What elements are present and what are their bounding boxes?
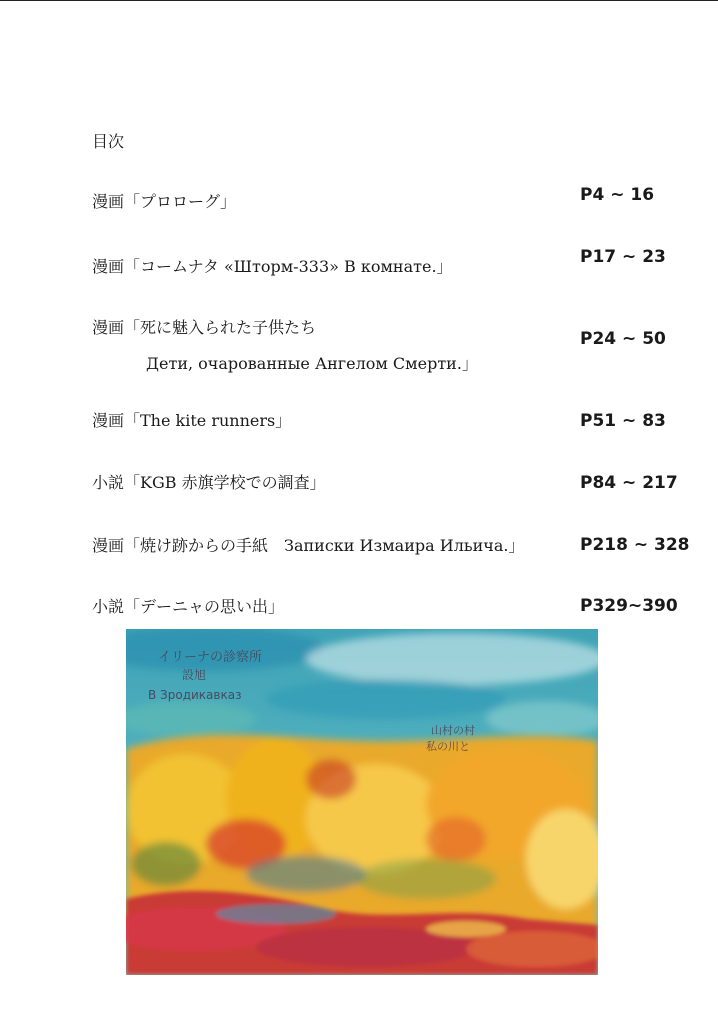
toc-entry-2-title: 漫画「コームナタ «Шторм-333» В комнате.」 — [92, 257, 453, 276]
toc-entry-3-title — [92, 315, 478, 374]
toc-entry-6-title: 漫画「焼け跡からの手紙 Записки Измаира Ильича.」 — [92, 536, 525, 555]
painting-canvas — [126, 629, 598, 975]
toc-entry-3-pages: P24 ~ 50 — [580, 329, 666, 349]
landscape-painting — [126, 629, 598, 975]
toc-entry-1-pages: P4 ~ 16 — [580, 185, 655, 205]
toc-entry-4-pages: P51 ~ 83 — [580, 411, 666, 431]
painting-note-3: В Зродикавказ — [148, 688, 242, 702]
toc-entry-3-title-line2: Дети, очарованные Ангелом Смерти.」 — [146, 354, 478, 373]
top-border — [0, 0, 718, 1]
painting-note-1: イリーナの診察所 — [158, 650, 263, 665]
toc-entry-5-title: 小説「KGB 赤旗学校での調査」 — [92, 473, 326, 492]
toc-entry-2-pages: P17 ~ 23 — [580, 247, 666, 267]
toc-entry-3-title-line1: 漫画「死に魅入られた子供たち — [92, 318, 317, 337]
toc-entry-6-pages: P218 ~ 328 — [580, 535, 690, 555]
toc-entry-1-title: 漫画「プロローグ」 — [92, 192, 237, 211]
toc-heading: 目次 — [92, 132, 125, 151]
painting-note-2: 設旭 — [182, 668, 207, 682]
painting-note-4: 山村の村 — [431, 724, 475, 737]
toc-entry-7-pages: P329~390 — [580, 596, 678, 616]
painting-note-5: 私の川と — [426, 740, 470, 753]
toc-entry-5-pages: P84 ~ 217 — [580, 473, 678, 493]
toc-entry-7-title: 小説「デーニャの思い出」 — [92, 597, 285, 616]
toc-entry-4-title: 漫画「The kite runners」 — [92, 411, 292, 430]
